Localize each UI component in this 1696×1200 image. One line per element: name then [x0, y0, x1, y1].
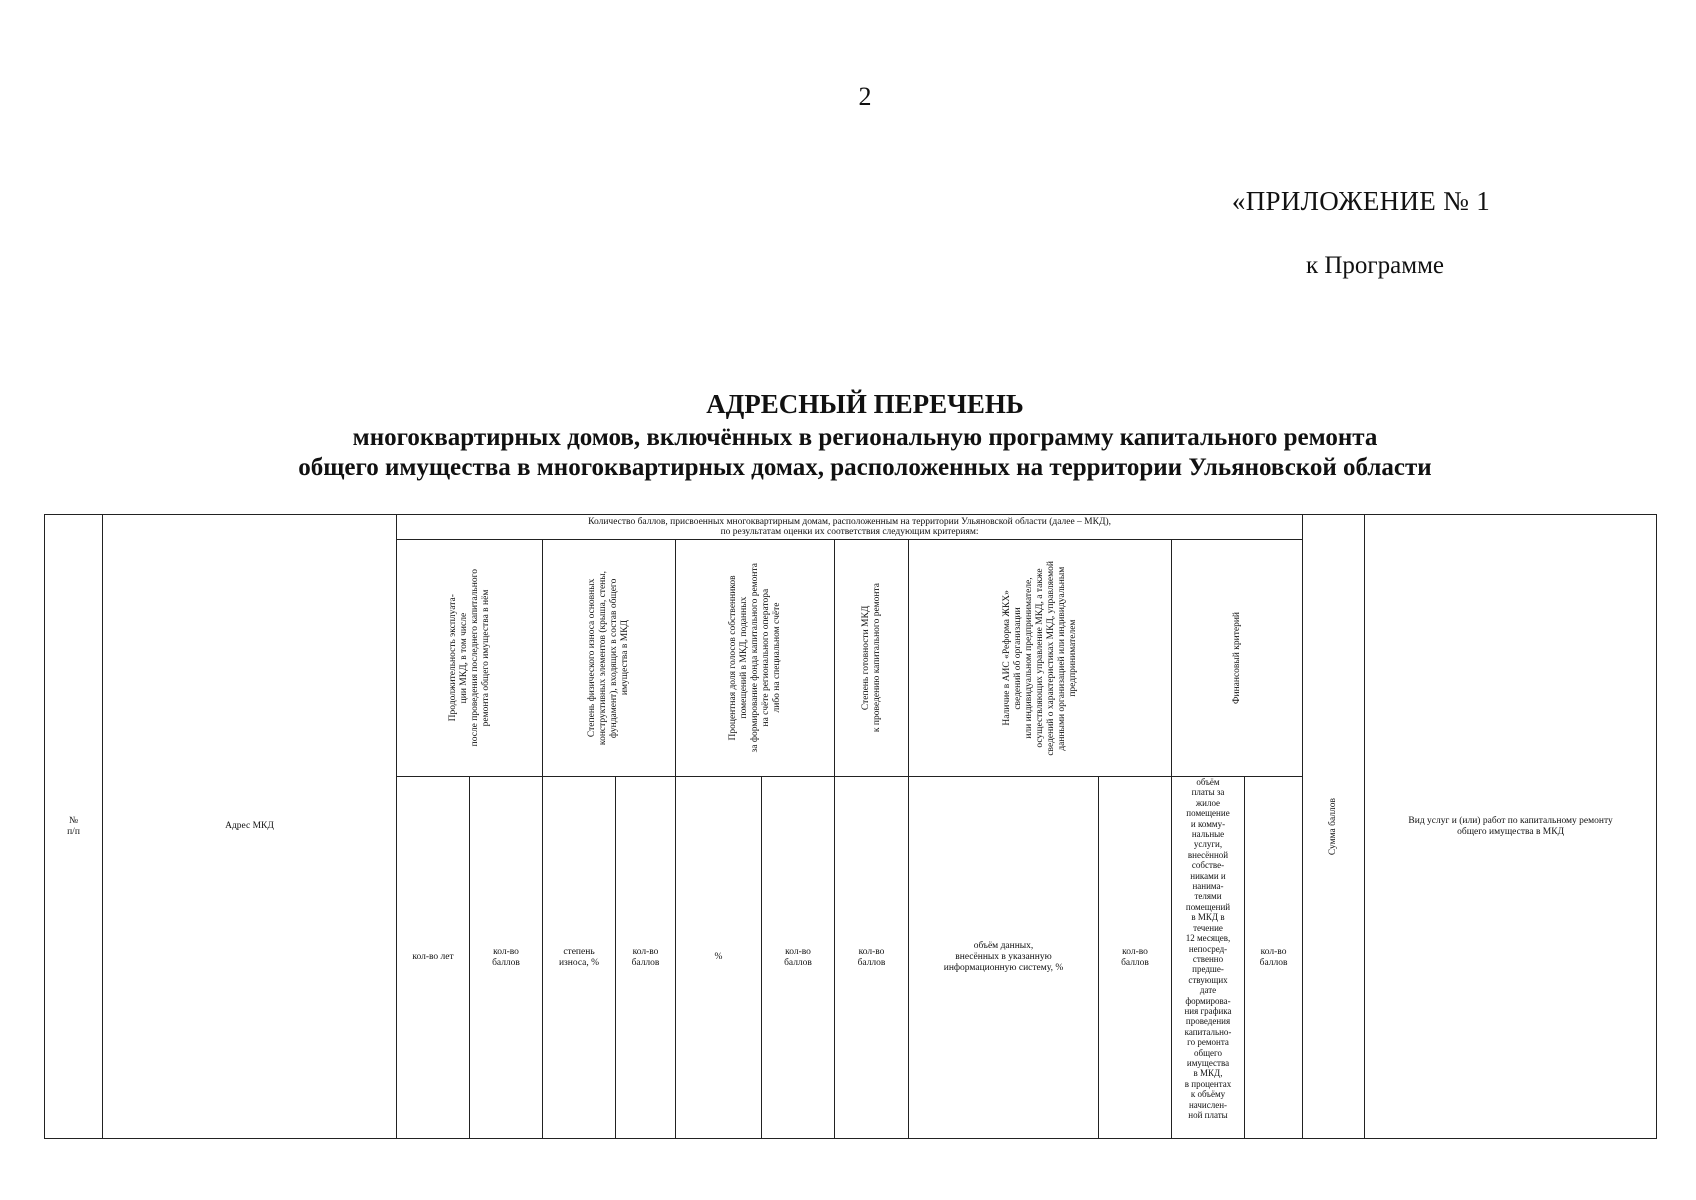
- subcol-points-4: кол-во баллов: [835, 777, 909, 1139]
- subcol-points-2: кол-во баллов: [616, 777, 676, 1139]
- subcol-points-5: кол-во баллов: [1099, 777, 1172, 1139]
- page-number: 2: [858, 82, 872, 111]
- criterion-readiness-cell: [835, 540, 909, 777]
- subcol-data-volume: объём данных, внесённых в указанную информационную систему, %: [909, 777, 1099, 1139]
- appendix-title: «ПРИЛОЖЕНИЕ № 1: [1231, 186, 1490, 216]
- criterion-ais-info-cell: [909, 540, 1172, 777]
- document-subtitle: [0, 423, 1696, 483]
- subcol-years: кол-во лет: [397, 777, 470, 1139]
- criterion-operation-period: Продолжительность эксплуата- ции МКД, в том числе после проведения последнего капитального ремонта общего имущества в нём: [447, 569, 491, 747]
- appendix-subtitle: к Программе: [1305, 252, 1444, 279]
- criterion-votes-share-cell: [676, 540, 835, 777]
- address-list-table: [44, 514, 1657, 1139]
- criterion-ais-info: Наличие в АИС «Реформа ЖКХ» сведений об организации или индивидуальном предпринимателе, осуществляющих управление МКД, а также сведений о характеристиках МКД, управляемой данными организацией или индивидуальным предпринимателем: [1001, 560, 1078, 756]
- criterion-physical-wear-cell: [543, 540, 676, 777]
- subcol-points-1: кол-во баллов: [470, 777, 543, 1139]
- criterion-operation-period-cell: [397, 540, 543, 777]
- criterion-physical-wear: Степень физического износа основных конструктивных элементов (крыша, стены, фундамент), входящих в состав общего имущества в МКД: [587, 570, 630, 746]
- header-sum-cell: [1303, 515, 1365, 1139]
- subcol-financial: объём платы за жилое помещение и комму- нальные услуги, внесённой собстве- никами и нанима- телями помещений в МКД в течение 12 месяцев, непосред- ственно предше- ствующих дате формирова- ния графика проведения капитально- го ремонта общего имущества в МКД, в процентах к объёму начислен- ной платы: [1172, 777, 1245, 1139]
- header-sum: Сумма баллов: [1328, 797, 1339, 856]
- subcol-wear: степень износа, %: [543, 777, 616, 1139]
- document-title: АДРЕСНЫЙ ПЕРЕЧЕНЬ: [706, 389, 1024, 419]
- criterion-financial: Финансовый критерий: [1231, 611, 1242, 704]
- criterion-financial-cell: [1172, 540, 1303, 777]
- subcol-points-3: кол-во баллов: [762, 777, 835, 1139]
- header-address: Адрес МКД: [103, 515, 397, 1139]
- criterion-votes-share: Процентная доля голосов собственников помещений в МКД, поданных за формирование фонда капитального ремонта на счёте регионального оператора либо на специальном счёте: [727, 563, 782, 753]
- criterion-readiness: Степень готовности МКД к проведению капитального ремонта: [860, 583, 882, 733]
- document-subtitle-line-2: общего имущества в многоквартирных домах, расположенных на территории Ульяновской области: [298, 454, 1432, 481]
- header-work-type: Вид услуг и (или) работ по капитальному ремонту общего имущества в МКД: [1365, 515, 1657, 1139]
- document-subtitle-line-1: многоквартирных домов, включённых в региональную программу капитального ремонта: [352, 424, 1378, 451]
- header-criteria-group: Количество баллов, присвоенных многоквартирным домам, расположенным на территории Ульяновской области (далее – МКД), по результатам оценки их соответствия следующим критериям:: [397, 515, 1303, 540]
- header-number: № п/п: [45, 515, 103, 1139]
- subcol-points-6: кол-во баллов: [1245, 777, 1303, 1139]
- subcol-percent: %: [676, 777, 762, 1139]
